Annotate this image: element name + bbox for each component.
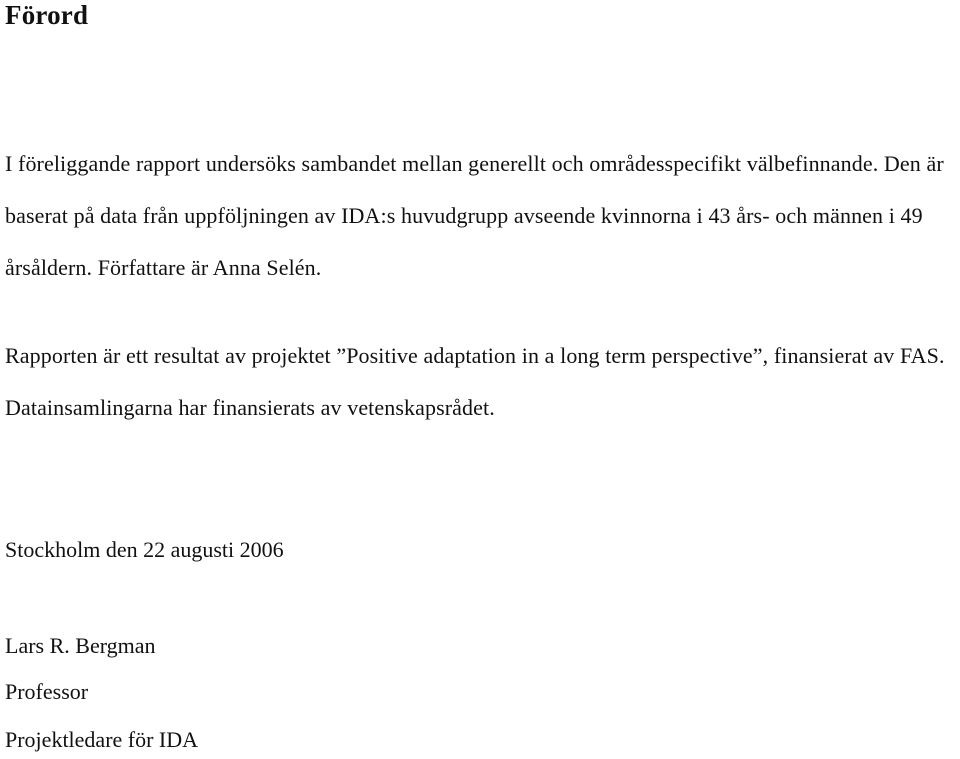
paragraph-project: Rapporten är ett resultat av projektet ”Positive adaptation in a long term perspective”, finansierat av FAS. Datainsamlingarna har finansierats av vetenskapsrådet. [5,343,945,420]
signature-name: Lars R. Bergman [5,633,156,658]
place-date: Stockholm den 22 augusti 2006 [5,537,284,562]
signature-role: Projektledare för IDA [5,727,199,752]
page-heading: Förord [5,0,89,30]
paragraph-intro: I föreliggande rapport undersöks sambandet mellan generellt och områdesspecifikt välbefinnande. Den är baserat på data från uppföljningen av IDA:s huvudgrupp avseende kvinnorna i 43 års- och männen i 49 årsåldern. Författare är Anna Selén. [5,151,944,280]
signature-title: Professor [5,679,89,704]
